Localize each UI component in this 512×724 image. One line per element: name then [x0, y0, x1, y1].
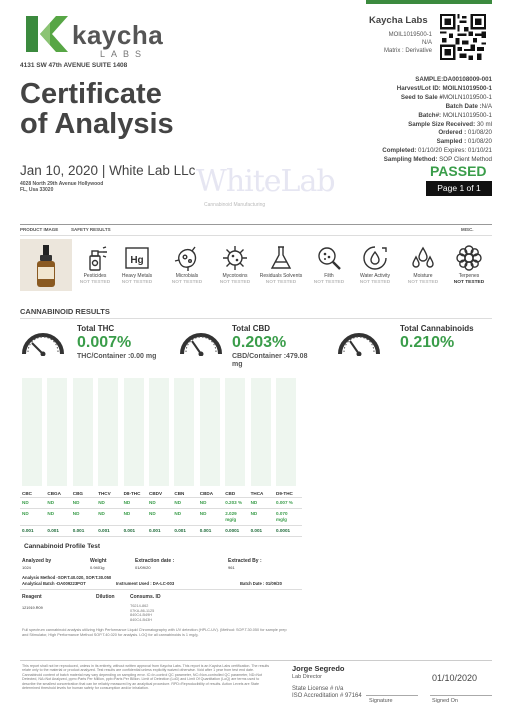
table-cell-mg-thca: ND	[250, 511, 258, 516]
ordered-date: 01/08/20	[467, 129, 492, 137]
signed-on-label: Signed On	[432, 698, 458, 704]
report-date-client: Jan 10, 2020 | White Lab LLc	[20, 163, 196, 178]
method-note: Full spectrum cannabinoid analysis utilizing High Performance Liquid Chromatography with UV detection (HPLC-UV). (Method: SOP.T.30.050 for sample prep and Stimulator, High Performance Method SOP.T.40.020 for analysis. LOQ for all cannabinoids is 1 mg/g.	[22, 628, 287, 637]
reagent-label: Reagent	[22, 594, 42, 600]
drops-icon	[409, 244, 437, 272]
total-cannabinoids-gauge-icon	[336, 326, 382, 356]
instrument-used: Instrument Used : DA-LC-003	[116, 581, 175, 586]
signer-title: Lab Director	[292, 674, 322, 680]
signer-name: Jorge Segredo	[292, 664, 345, 673]
table-cell-mg-thcv: ND	[98, 511, 105, 516]
analyzed-by-label: Analyzed by	[22, 558, 52, 564]
test-residual-solvents: Residuals Solvents NOT TESTED	[256, 244, 306, 285]
lab-info	[384, 31, 432, 55]
table-cell-pct-cbga: ND	[47, 500, 55, 505]
table-cell-mg-cbg: ND	[72, 511, 80, 516]
column-header-cbdv: CBDV	[149, 491, 163, 496]
lab-name: Kaycha Labs	[369, 15, 428, 26]
page-title	[20, 79, 174, 139]
client-address: 4028 North 29th Avenue Hollywood FL, Usa 33020	[20, 181, 104, 193]
total-thc-value: 0.007%	[77, 334, 132, 351]
consums-label: Consums. ID	[130, 594, 161, 600]
table-cell-loq-thca: 0.001	[250, 528, 263, 533]
cannabinoid-bar-thca	[251, 378, 271, 486]
cbd-gauge-icon	[178, 326, 224, 356]
harvest-lot-id: MOILN1019500-1	[442, 84, 492, 92]
table-cell-loq-d8-thc: 0.001	[123, 528, 136, 533]
reagent-value: 121919.R09	[22, 606, 43, 610]
matrix: Matrix : Derivative	[383, 48, 432, 54]
safety-tests	[0, 244, 512, 304]
footer-divider	[20, 660, 492, 661]
cannabinoid-bar-d9-thc	[276, 378, 296, 486]
table-cell-mg-cbn: ND	[174, 511, 182, 516]
table-cell-loq-cbdv: 0.001	[149, 528, 161, 533]
sampled-date: 01/08/20	[467, 138, 492, 146]
title-line-1: Certificate	[20, 78, 162, 110]
analyzed-by-value: 1024	[22, 565, 31, 570]
test-mycotoxins: Mycotoxins NOT TESTED	[210, 244, 260, 285]
completed-date: 01/10/20 Expires: 01/10/21	[418, 147, 492, 155]
analysis-method: Analysis Method -SOP.T.40.020, SOP.T.30.050	[22, 575, 112, 580]
sample-size: 30 ml	[476, 120, 492, 128]
table-cell-pct-thcv: ND	[98, 500, 105, 505]
table-cell-loq-cbc: 0.001	[22, 528, 34, 533]
cannabinoid-bar-cbn	[174, 378, 194, 486]
water-drop-icon	[361, 244, 389, 272]
table-cell-loq-cbn: 0.001	[174, 528, 186, 533]
logo-subtitle: LABS	[100, 49, 148, 59]
disclaimer: This report shall not be reproduced, unless in its entirety, without written approval from Kaycha Labs. This report is an Kaycha Labs certification. The results relate only to the material or product analyzed. Test results are confidential unless explicitly waived otherwise. Void after 1 year from test end date. Cannabinoid content of batch material may vary depending on sampling error. IC=In-control QC parameter, NC=Non-controlled QC parameter, ND=Not Detected, NA=Not Analyzed, ppm=Parts Per Million, ppb=Parts Per Billion. Limit of Detection (LoD) and Limit Of Quantitation (LoQ) are terms used to describe the smallest concentration that can be reliably measured by an analytical procedure. RPD=Reproducibility of results. Action Levels are State determined threshold levels for human safety for consumption and/or inhalation.	[22, 664, 270, 691]
table-cell-mg-d9-thc: 0.070	[276, 511, 288, 516]
cannabinoid-bar-cbdv	[149, 378, 169, 486]
table-cell-pct-cbdv: ND	[149, 500, 156, 505]
column-header-d8-thc: D8-THC	[123, 491, 141, 496]
sign-date: 01/10/2020	[432, 673, 478, 683]
table-cell-pct-cbn: ND	[174, 500, 182, 505]
page-indicator: Page 1 of 1	[426, 181, 492, 196]
lab-id: MOIL1019500-1	[388, 32, 432, 38]
table-cell-pct-cbc: ND	[22, 500, 29, 505]
table-cell-mg-cbd: 2.029	[225, 511, 237, 516]
table-cell-mg-cbda: ND	[199, 511, 207, 516]
cannabinoid-bar-d8-thc	[124, 378, 144, 486]
magnifier-icon	[315, 244, 343, 272]
cbd-per-container: CBD/Container :479.08 mg	[232, 353, 308, 368]
cannabinoid-bar-cbda	[200, 378, 220, 486]
section-divider-thin	[20, 235, 492, 236]
total-cannabinoids-value: 0.210%	[400, 334, 455, 351]
table-cell-pct-cbg: ND	[72, 500, 80, 505]
svg-text:Hg: Hg	[130, 255, 144, 266]
test-pesticides: Pesticides NOT TESTED	[70, 244, 120, 285]
lab-na: N/A	[421, 40, 432, 46]
table-cell-loq-thcv: 0.001	[98, 528, 110, 533]
batch-number: MOILN1019500-1	[442, 111, 492, 119]
state-license: State License # n/a	[292, 686, 344, 692]
signed-on-line	[430, 695, 492, 696]
table-cell-mg-cbc: ND	[22, 511, 29, 516]
weight-value: 0.9401g	[90, 565, 105, 570]
signature-label: Signature	[369, 698, 393, 704]
table-cell-mg_unit-cbd: mg/g	[225, 517, 237, 522]
logo-name: kaycha	[72, 20, 164, 50]
flower-icon	[455, 244, 483, 272]
signature-line	[366, 695, 418, 696]
table-cell-pct-cbda: ND	[199, 500, 207, 505]
section-divider-cannabinoid	[20, 318, 492, 319]
product-image-label: PRODUCT IMAGE	[20, 227, 59, 232]
table-cell-pct-d8-thc: ND	[123, 500, 131, 505]
test-terpenes: Terpenes NOT TESTED	[444, 244, 494, 285]
batch-date: N/A	[481, 102, 492, 110]
table-cell-loq-cbda: 0.001	[199, 528, 212, 533]
table-cell-loq-cbg: 0.001	[72, 528, 85, 533]
profile-test-heading: Cannabinoid Profile Test	[24, 543, 101, 550]
total-thc-label: Total THC	[77, 324, 115, 333]
cannabinoid-bar-cbga	[47, 378, 67, 486]
virus-icon	[221, 244, 249, 272]
table-cell-mg-cbga: ND	[47, 511, 55, 516]
dilution-label: Dilution	[96, 594, 115, 600]
sampling-method: SOP Client Method	[439, 156, 492, 164]
test-filth: Filth NOT TESTED	[304, 244, 354, 285]
table-cell-loq-cbd: 0.0001	[225, 528, 240, 533]
table-row-divider	[20, 508, 302, 509]
cannabinoid-bar-thcv	[98, 378, 118, 486]
column-header-cbg: CBG	[72, 491, 84, 496]
column-header-cbd: CBD	[225, 491, 236, 496]
test-water-activity: Water Activity NOT TESTED	[350, 244, 400, 285]
table-cell-loq-cbga: 0.001	[47, 528, 59, 533]
qr-code-icon[interactable]	[440, 14, 486, 60]
passed-status: PASSED	[430, 163, 487, 179]
misc-label: MISC.	[461, 227, 474, 232]
weight-label: Weight	[90, 558, 107, 564]
extraction-date-label: Extraction date :	[135, 558, 175, 564]
column-header-cbn: CBN	[174, 491, 185, 496]
total-cbd-label: Total CBD	[232, 324, 271, 333]
total-cbd-value: 0.203%	[232, 334, 287, 351]
thc-gauge-icon	[20, 326, 66, 356]
column-header-d9-thc: D9-THC	[276, 491, 293, 496]
title-line-2: of Analysis	[20, 108, 174, 140]
iso-accreditation: ISO Accreditation # 97164	[292, 693, 362, 699]
spray-bottle-icon	[81, 244, 109, 272]
lab-address: 4131 SW 47th AVENUE SUITE 1408	[20, 62, 128, 69]
extracted-by-value: 961	[228, 565, 235, 570]
column-header-thcv: THCV	[98, 491, 111, 496]
analytical-batch: Analytical Batch -DA009223POT	[22, 581, 86, 586]
test-microbials: Microbials NOT TESTED	[162, 244, 212, 285]
header-accent-bar	[366, 0, 492, 4]
table-cell-pct-thca: ND	[250, 500, 258, 505]
client-logo-subtitle: Cannabinoid Manufacturing	[204, 202, 266, 208]
thc-per-container: THC/Container :0.00 mg	[77, 353, 157, 360]
consums-values: T6214-862 07KA-86-1125 840C4-B49H 840C4-B43H	[130, 604, 155, 622]
table-row-divider	[20, 525, 302, 526]
table-row-divider	[20, 497, 302, 498]
table-cell-pct-cbd: 0.203 %	[225, 500, 243, 505]
cannabinoid-bar-cbc	[22, 378, 42, 486]
table-cell-mg-d8-thc: ND	[123, 511, 131, 516]
column-header-thca: THCA	[250, 491, 264, 496]
sample-id: DA00108009-001	[443, 76, 492, 83]
microbe-icon	[173, 244, 201, 272]
safety-results-label: SAFETY RESULTS	[71, 227, 111, 232]
extracted-by-label: Extracted By :	[228, 558, 262, 564]
extraction-date-value: 01/09/20	[135, 565, 151, 570]
table-row-divider	[20, 536, 302, 537]
total-cannabinoids-label: Total Cannabinoids	[400, 324, 474, 333]
hg-element-icon	[123, 244, 151, 272]
column-header-cbga: CBGA	[47, 491, 61, 496]
column-header-cbda: CBDA	[199, 491, 214, 496]
sample-info: SAMPLE:DA00108009-001 Harvest/Lot ID: MOILN1019500-1 Seed to Sale #MOILN1019500-1 Batch Date :N/A Batch#: MOILN1019500-1 Sample Size Received: 30 ml Ordered : 01/08/20 Sampled : 01/08/20 Completed: 01/10/20 Expires: 01/10/21 Sampling Method: SOP Client Method	[382, 76, 492, 164]
column-header-cbc: CBC	[22, 491, 32, 496]
client-logo-watermark: WhiteLab	[196, 164, 335, 199]
table-cell-mg-cbdv: ND	[149, 511, 156, 516]
cannabinoid-bar-cbg	[73, 378, 93, 486]
table-cell-loq-d9-thc: 0.0001	[276, 528, 291, 533]
kaycha-logo-icon	[24, 14, 68, 54]
cannabinoid-results-heading: CANNABINOID RESULTS	[20, 307, 110, 316]
flask-icon	[267, 244, 295, 272]
section-divider	[20, 224, 492, 225]
profile-divider	[20, 589, 302, 590]
test-moisture: Moisture NOT TESTED	[398, 244, 448, 285]
table-cell-mg_unit-d9-thc: mg/g	[276, 517, 287, 522]
cannabinoid-bar-cbd	[225, 378, 245, 486]
seed-to-sale: MOILN1019500-1	[442, 93, 492, 101]
table-cell-pct-d9-thc: 0.007 %	[276, 500, 293, 505]
batch-date-line: Batch Date : 01/09/20	[240, 581, 282, 586]
test-heavy-metals: Hg Heavy Metals NOT TESTED	[112, 244, 162, 285]
